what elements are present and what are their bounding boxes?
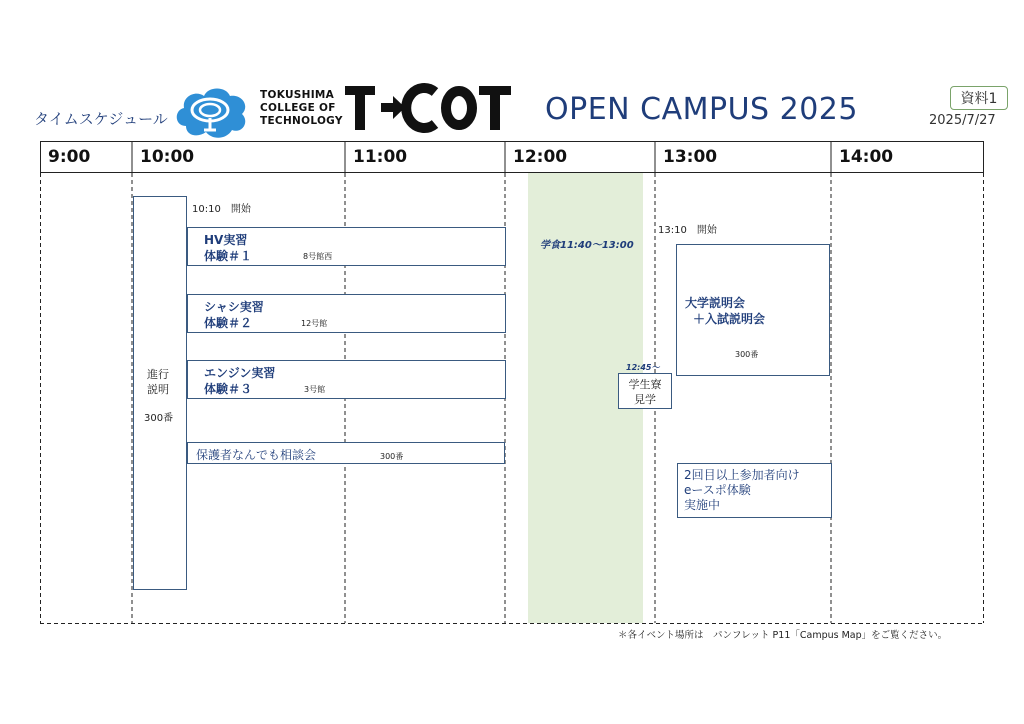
intro-line-2: 説明 (147, 383, 169, 396)
college-line-2: COLLEGE OF (260, 102, 336, 114)
intro-session-box (133, 196, 187, 590)
session-engine-room: 3号館 (304, 385, 326, 394)
dorm-tour-line-1: 学生寮 (628, 378, 662, 391)
session-chassis-box (187, 294, 506, 333)
esports-line-1: 2回目以上参加者向け (684, 468, 800, 482)
session-engine-subtitle: 体験＃３ (204, 382, 253, 396)
time-header-13: 13:00 (663, 147, 718, 167)
time-header-11: 11:00 (353, 147, 408, 167)
session-hv-room: 8号館西 (303, 252, 333, 261)
session-chassis-subtitle: 体験＃２ (204, 316, 253, 330)
session-hv-box (187, 227, 506, 266)
college-line-3: TECHNOLOGY (260, 115, 343, 127)
time-header-9: 9:00 (48, 147, 91, 167)
event-date: 2025/7/27 (929, 113, 996, 128)
time-header-10: 10:00 (140, 147, 195, 167)
briefing-line-1: 大学説明会 (685, 296, 746, 310)
session-hv-title: HV実習 (204, 233, 248, 247)
intro-session-label (147, 367, 169, 397)
footer-note: ＊各イベント場所は パンフレット P11「Campus Map」をご覧ください。 (618, 630, 948, 641)
event-title: OPEN CAMPUS 2025 (545, 92, 858, 127)
dorm-tour-time: 12:45～ (626, 363, 660, 372)
college-name (260, 89, 343, 128)
parent-consult-label: 保護者なんでも相談会 (196, 448, 317, 462)
intro-room: 300番 (144, 413, 174, 424)
briefing-line-2: ＋入試説明会 (693, 312, 766, 326)
schedule-label: タイムスケジュール (34, 110, 168, 128)
afternoon-start-note: 13:10 開始 (658, 225, 717, 236)
time-header-14: 14:00 (839, 147, 894, 167)
esports-box (677, 463, 832, 518)
parent-consult-box (187, 442, 505, 464)
session-engine-box (187, 360, 506, 399)
intro-line-1: 進行 (147, 368, 169, 381)
briefing-room: 300番 (735, 350, 759, 359)
session-hv-subtitle: 体験＃１ (204, 249, 253, 263)
lunch-label: 学食11:40～13:00 (540, 240, 634, 251)
session-chassis-title: シャシ実習 (204, 300, 264, 314)
university-briefing-box (676, 244, 830, 376)
parent-consult-room: 300番 (380, 452, 404, 461)
college-line-1: TOKUSHIMA (260, 89, 335, 101)
dorm-tour-line-2: 見学 (634, 393, 656, 406)
time-header-12: 12:00 (513, 147, 568, 167)
dorm-tour-box (618, 373, 672, 409)
document-badge: 資料1 (950, 86, 1008, 110)
tcot-logo (343, 82, 513, 134)
session-chassis-room: 12号館 (301, 319, 328, 328)
esports-line-3: 実施中 (684, 498, 721, 512)
college-logo-icon (172, 82, 250, 142)
session-engine-title: エンジン実習 (204, 366, 276, 380)
morning-start-note: 10:10 開始 (192, 204, 251, 215)
esports-line-2: eースポ体験 (684, 483, 751, 497)
